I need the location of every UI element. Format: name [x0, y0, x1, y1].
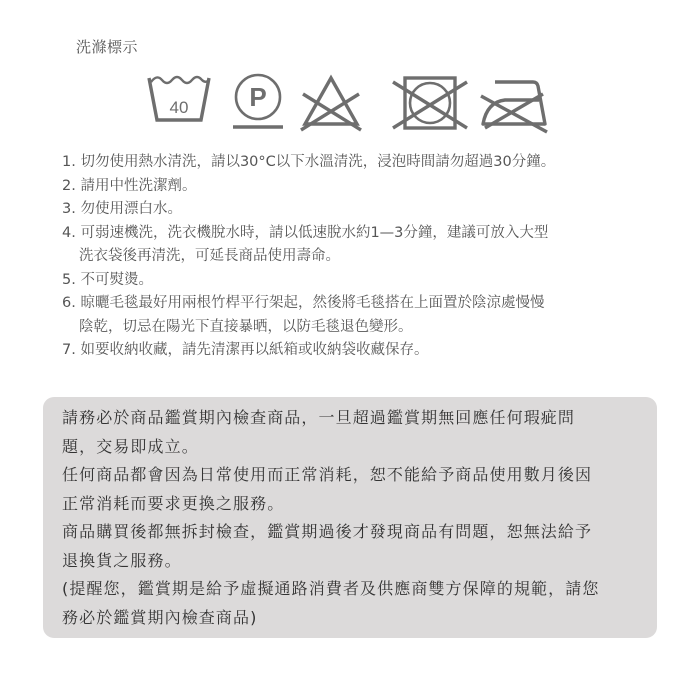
notice-line: 題，交易即成立。 [62, 436, 199, 456]
notice-line: 正常消耗而要求更換之服務。 [62, 493, 285, 513]
notice-line: 務必於鑑賞期內檢查商品) [62, 607, 258, 627]
item-text: 如要收納收藏，請先清潔再以紙箱或收納袋收藏保存。 [80, 342, 429, 358]
item-number: 7. [62, 342, 76, 358]
item-number: 2. [62, 177, 76, 194]
care-instruction-item [62, 198, 662, 222]
item-text: 勿使用漂白水。 [80, 201, 182, 217]
item-number: 4. [62, 224, 76, 241]
care-label-title: 洗滌標示 [76, 38, 139, 56]
care-instruction-item [62, 339, 662, 363]
care-instruction-item [62, 269, 662, 293]
care-instruction-item [62, 151, 662, 175]
item-number: 1. [62, 154, 76, 170]
item-number: 5. [62, 271, 76, 288]
item-text: 可弱速機洗，洗衣機脫水時，請以低速脫水約1—3分鐘，建議可放入大型 [80, 224, 549, 241]
care-instruction-item [62, 292, 662, 339]
notice-line: 退換貨之服務。 [62, 550, 182, 570]
dry-clean-letter: P [249, 82, 267, 112]
notice-line: 請務必於商品鑑賞期內檢查商品，一旦超過鑑賞期無回應任何瑕疵問 [62, 408, 576, 427]
care-instruction-item [62, 222, 662, 269]
item-text: 請用中性洗潔劑。 [80, 177, 197, 194]
no-bleach-icon [293, 72, 369, 134]
notice-line: (提醒您，鑑賞期是給予虛擬通路消費者及供應商雙方保障的規範，請您 [62, 579, 600, 598]
item-number: 6. [62, 295, 76, 311]
care-instruction-item [62, 175, 662, 199]
item-text-continued: 洗衣袋後再清洗，可延長商品使用壽命。 [79, 248, 340, 264]
wash-40-icon [145, 72, 211, 132]
no-iron-icon [475, 72, 555, 134]
care-symbols-row [145, 72, 555, 138]
notice-line: 任何商品都會因為日常使用而正常消耗，恕不能給予商品使用數月後因 [62, 465, 593, 484]
dry-clean-p-icon [230, 72, 286, 138]
return-policy-notice [43, 397, 657, 638]
no-tumble-dry-icon [385, 72, 475, 134]
care-instructions-list [62, 151, 662, 363]
item-number: 3. [62, 201, 76, 217]
item-text-continued: 陰乾，切忌在陽光下直接暴晒，以防毛毯退色變形。 [79, 318, 413, 335]
item-text: 切勿使用熱水清洗，請以30°C以下水溫清洗，浸泡時間請勿超過30分鐘。 [80, 154, 556, 170]
notice-line: 商品購買後都無拆封檢查，鑑賞期過後才發現商品有問題，恕無法給予 [62, 522, 593, 541]
wash-temperature-label: 40 [169, 98, 189, 117]
item-text: 晾曬毛毯最好用兩根竹桿平行架起，然後將毛毯搭在上面置於陰涼處慢慢 [80, 295, 545, 311]
item-text: 不可熨燙。 [80, 271, 153, 288]
